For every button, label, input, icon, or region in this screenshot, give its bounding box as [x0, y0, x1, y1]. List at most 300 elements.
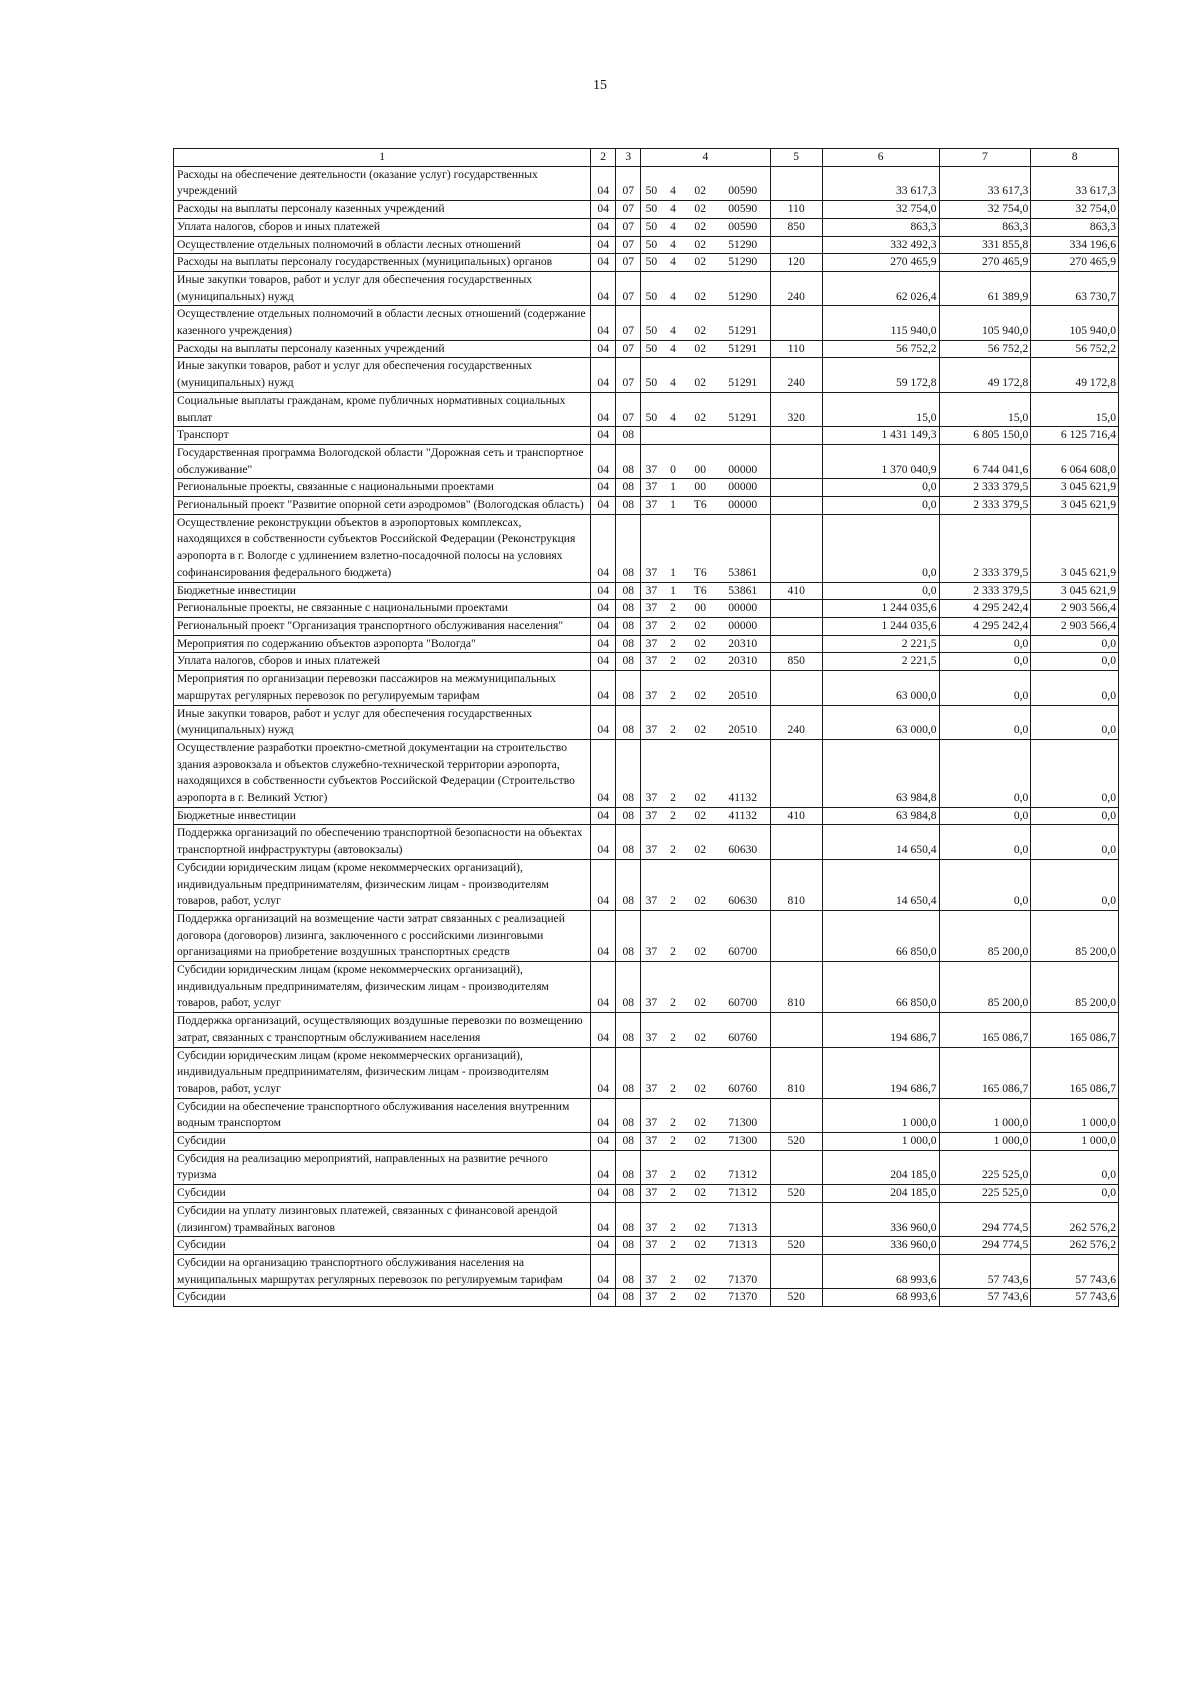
row-amount-col7: 6 805 150,0	[939, 427, 1031, 445]
row-amount-col8: 63 730,7	[1031, 271, 1119, 305]
row-amount-col6: 0,0	[822, 582, 939, 600]
row-program-code: 37	[641, 1237, 662, 1255]
row-program-code: 37	[641, 1013, 662, 1047]
row-direction-code: 00000	[716, 444, 770, 478]
row-expense-type-code: 410	[770, 582, 822, 600]
row-subsection-code: 08	[616, 671, 641, 705]
row-amount-col6: 1 431 149,3	[822, 427, 939, 445]
table-row	[174, 271, 1119, 305]
row-project-code: 00	[685, 479, 716, 497]
table-row	[174, 807, 1119, 825]
table-row	[174, 340, 1119, 358]
row-expense-type-code: 320	[770, 392, 822, 426]
table-row	[174, 1150, 1119, 1184]
row-section-code: 04	[591, 1202, 616, 1236]
row-amount-col7: 4 295 242,4	[939, 617, 1031, 635]
row-program-code: 37	[641, 1150, 662, 1184]
row-amount-col6: 270 465,9	[822, 254, 939, 272]
table-row	[174, 1013, 1119, 1047]
row-section-code: 04	[591, 807, 616, 825]
row-program-code: 37	[641, 1185, 662, 1203]
row-subprogram-code: 2	[662, 807, 685, 825]
row-project-code: 02	[685, 962, 716, 1013]
row-direction-code: 71370	[716, 1289, 770, 1307]
row-expense-type-code	[770, 514, 822, 582]
row-amount-col7: 57 743,6	[939, 1289, 1031, 1307]
row-amount-col8: 0,0	[1031, 1150, 1119, 1184]
row-program-code: 37	[641, 705, 662, 739]
row-amount-col7: 0,0	[939, 705, 1031, 739]
row-direction-code: 51291	[716, 340, 770, 358]
row-direction-code: 00590	[716, 166, 770, 200]
table-row	[174, 825, 1119, 859]
row-name: Расходы на выплаты персоналу казенных учреждений	[174, 201, 591, 219]
row-project-code: 02	[685, 392, 716, 426]
row-expense-type-code	[770, 1098, 822, 1132]
row-name: Субсидии на уплату лизинговых платежей, связанных с финансовой арендой (лизингом) трамвайных вагонов	[174, 1202, 591, 1236]
row-project-code: Т6	[685, 582, 716, 600]
row-amount-col8: 57 743,6	[1031, 1255, 1119, 1289]
table-row	[174, 582, 1119, 600]
row-expense-type-code: 110	[770, 201, 822, 219]
row-direction-code: 60700	[716, 962, 770, 1013]
row-direction-code: 20310	[716, 653, 770, 671]
row-subprogram-code: 2	[662, 600, 685, 618]
table-row	[174, 254, 1119, 272]
row-section-code: 04	[591, 201, 616, 219]
row-amount-col7: 0,0	[939, 653, 1031, 671]
row-subsection-code: 07	[616, 358, 641, 392]
header-col-8: 8	[1031, 149, 1119, 167]
row-expense-type-code	[770, 1013, 822, 1047]
row-program-code: 37	[641, 962, 662, 1013]
row-expense-type-code	[770, 635, 822, 653]
row-expense-type-code	[770, 1150, 822, 1184]
row-expense-type-code: 240	[770, 358, 822, 392]
row-amount-col6: 115 940,0	[822, 306, 939, 340]
row-expense-type-code: 520	[770, 1289, 822, 1307]
row-amount-col8: 1 000,0	[1031, 1133, 1119, 1151]
row-amount-col8: 3 045 621,9	[1031, 514, 1119, 582]
row-subsection-code: 08	[616, 825, 641, 859]
table-row	[174, 514, 1119, 582]
row-subsection-code: 08	[616, 739, 641, 807]
row-direction-code: 71313	[716, 1237, 770, 1255]
row-subsection-code: 08	[616, 1013, 641, 1047]
row-subsection-code: 08	[616, 497, 641, 515]
row-program-code: 37	[641, 910, 662, 961]
row-section-code: 04	[591, 600, 616, 618]
row-subsection-code: 08	[616, 635, 641, 653]
row-subsection-code: 08	[616, 1185, 641, 1203]
row-amount-col7: 105 940,0	[939, 306, 1031, 340]
row-program-code: 50	[641, 218, 662, 236]
row-section-code: 04	[591, 859, 616, 910]
row-amount-col7: 0,0	[939, 739, 1031, 807]
row-subsection-code: 07	[616, 218, 641, 236]
table-row	[174, 705, 1119, 739]
header-col-5: 5	[770, 149, 822, 167]
row-section-code: 04	[591, 1133, 616, 1151]
row-section-code: 04	[591, 617, 616, 635]
row-section-code: 04	[591, 236, 616, 254]
table-row	[174, 1047, 1119, 1098]
row-project-code: 02	[685, 166, 716, 200]
row-project-code: 02	[685, 825, 716, 859]
row-amount-col6: 68 993,6	[822, 1289, 939, 1307]
row-project-code: 02	[685, 705, 716, 739]
row-expense-type-code	[770, 427, 822, 445]
row-amount-col7: 2 333 379,5	[939, 479, 1031, 497]
row-amount-col8: 2 903 566,4	[1031, 600, 1119, 618]
row-direction-code: 60700	[716, 910, 770, 961]
row-name: Субсидии юридическим лицам (кроме некоммерческих организаций), индивидуальным предпринимателям, физическим лицам - производителям товаров, работ, услуг	[174, 859, 591, 910]
row-amount-col7: 6 744 041,6	[939, 444, 1031, 478]
row-section-code: 04	[591, 1289, 616, 1307]
row-expense-type-code: 850	[770, 218, 822, 236]
row-project-code: 02	[685, 340, 716, 358]
row-amount-col7: 225 525,0	[939, 1150, 1031, 1184]
row-program-code: 37	[641, 859, 662, 910]
row-direction-code: 51290	[716, 236, 770, 254]
row-amount-col7: 0,0	[939, 671, 1031, 705]
row-amount-col8: 3 045 621,9	[1031, 497, 1119, 515]
row-project-code	[685, 427, 716, 445]
row-program-code: 37	[641, 1202, 662, 1236]
row-direction-code: 00590	[716, 218, 770, 236]
row-project-code: 02	[685, 306, 716, 340]
row-program-code: 37	[641, 671, 662, 705]
row-subprogram-code: 4	[662, 358, 685, 392]
row-amount-col6: 0,0	[822, 514, 939, 582]
row-subprogram-code: 1	[662, 582, 685, 600]
row-amount-col7: 294 774,5	[939, 1237, 1031, 1255]
row-subprogram-code: 2	[662, 1098, 685, 1132]
table-row	[174, 479, 1119, 497]
row-expense-type-code	[770, 236, 822, 254]
row-direction-code: 00000	[716, 600, 770, 618]
row-program-code: 37	[641, 1255, 662, 1289]
row-project-code: 02	[685, 859, 716, 910]
table-row	[174, 306, 1119, 340]
table-row	[174, 1255, 1119, 1289]
row-direction-code	[716, 427, 770, 445]
row-project-code: 02	[685, 739, 716, 807]
row-section-code: 04	[591, 910, 616, 961]
row-direction-code: 00000	[716, 479, 770, 497]
row-expense-type-code	[770, 1255, 822, 1289]
row-direction-code: 00000	[716, 617, 770, 635]
row-amount-col7: 4 295 242,4	[939, 600, 1031, 618]
row-direction-code: 71300	[716, 1098, 770, 1132]
row-expense-type-code: 410	[770, 807, 822, 825]
row-subsection-code: 08	[616, 705, 641, 739]
row-name: Региональный проект "Развитие опорной сети аэродромов" (Вологодская область)	[174, 497, 591, 515]
row-direction-code: 41132	[716, 807, 770, 825]
row-name: Государственная программа Вологодской области "Дорожная сеть и транспортное обслуживание"	[174, 444, 591, 478]
row-project-code: 02	[685, 1013, 716, 1047]
table-row	[174, 392, 1119, 426]
row-program-code: 37	[641, 617, 662, 635]
row-subsection-code: 08	[616, 1202, 641, 1236]
row-amount-col7: 1 000,0	[939, 1133, 1031, 1151]
row-subprogram-code: 2	[662, 1289, 685, 1307]
row-project-code: 02	[685, 910, 716, 961]
row-amount-col6: 194 686,7	[822, 1047, 939, 1098]
row-program-code: 37	[641, 514, 662, 582]
row-expense-type-code	[770, 825, 822, 859]
row-amount-col6: 863,3	[822, 218, 939, 236]
row-amount-col8: 57 743,6	[1031, 1289, 1119, 1307]
row-direction-code: 71313	[716, 1202, 770, 1236]
row-amount-col7: 0,0	[939, 807, 1031, 825]
row-amount-col6: 63 000,0	[822, 671, 939, 705]
row-section-code: 04	[591, 514, 616, 582]
row-amount-col7: 85 200,0	[939, 962, 1031, 1013]
row-subsection-code: 08	[616, 444, 641, 478]
row-name: Расходы на обеспечение деятельности (оказание услуг) государственных учреждений	[174, 166, 591, 200]
row-section-code: 04	[591, 705, 616, 739]
table-row	[174, 739, 1119, 807]
row-program-code: 37	[641, 1133, 662, 1151]
row-project-code: 00	[685, 444, 716, 478]
row-subprogram-code: 2	[662, 859, 685, 910]
row-amount-col6: 14 650,4	[822, 825, 939, 859]
row-program-code: 37	[641, 825, 662, 859]
row-amount-col7: 2 333 379,5	[939, 514, 1031, 582]
row-subprogram-code: 2	[662, 705, 685, 739]
row-expense-type-code	[770, 617, 822, 635]
row-amount-col7: 49 172,8	[939, 358, 1031, 392]
row-subsection-code: 07	[616, 271, 641, 305]
row-subprogram-code: 4	[662, 166, 685, 200]
row-subsection-code: 08	[616, 1133, 641, 1151]
row-amount-col7: 33 617,3	[939, 166, 1031, 200]
header-col-3: 3	[616, 149, 641, 167]
row-direction-code: 60630	[716, 859, 770, 910]
row-amount-col7: 56 752,2	[939, 340, 1031, 358]
row-program-code: 37	[641, 635, 662, 653]
row-direction-code: 51291	[716, 358, 770, 392]
row-subprogram-code: 4	[662, 271, 685, 305]
row-amount-col8: 165 086,7	[1031, 1047, 1119, 1098]
row-project-code: 02	[685, 1098, 716, 1132]
row-amount-col6: 59 172,8	[822, 358, 939, 392]
row-amount-col7: 32 754,0	[939, 201, 1031, 219]
row-section-code: 04	[591, 444, 616, 478]
row-direction-code: 60760	[716, 1047, 770, 1098]
row-project-code: 02	[685, 1185, 716, 1203]
header-col-4: 4	[641, 149, 770, 167]
row-expense-type-code	[770, 166, 822, 200]
row-name: Расходы на выплаты персоналу государственных (муниципальных) органов	[174, 254, 591, 272]
row-subprogram-code: 4	[662, 306, 685, 340]
row-subsection-code: 08	[616, 427, 641, 445]
page-number: 15	[593, 78, 607, 93]
row-name: Социальные выплаты гражданам, кроме публичных нормативных социальных выплат	[174, 392, 591, 426]
row-amount-col8: 0,0	[1031, 705, 1119, 739]
row-project-code: Т6	[685, 514, 716, 582]
row-subprogram-code: 2	[662, 1150, 685, 1184]
row-amount-col6: 204 185,0	[822, 1185, 939, 1203]
row-expense-type-code: 520	[770, 1185, 822, 1203]
row-amount-col7: 225 525,0	[939, 1185, 1031, 1203]
row-amount-col6: 14 650,4	[822, 859, 939, 910]
table-row	[174, 358, 1119, 392]
row-direction-code: 51291	[716, 392, 770, 426]
row-amount-col6: 1 244 035,6	[822, 600, 939, 618]
row-amount-col7: 85 200,0	[939, 910, 1031, 961]
row-section-code: 04	[591, 962, 616, 1013]
row-project-code: 02	[685, 807, 716, 825]
row-amount-col6: 1 000,0	[822, 1133, 939, 1151]
row-program-code: 50	[641, 166, 662, 200]
row-amount-col8: 85 200,0	[1031, 910, 1119, 961]
row-subprogram-code: 1	[662, 514, 685, 582]
row-amount-col8: 270 465,9	[1031, 254, 1119, 272]
row-amount-col8: 0,0	[1031, 739, 1119, 807]
row-section-code: 04	[591, 218, 616, 236]
row-subsection-code: 08	[616, 807, 641, 825]
row-amount-col8: 0,0	[1031, 635, 1119, 653]
row-amount-col8: 334 196,6	[1031, 236, 1119, 254]
row-section-code: 04	[591, 306, 616, 340]
table-row	[174, 497, 1119, 515]
row-program-code: 50	[641, 236, 662, 254]
row-subprogram-code: 2	[662, 653, 685, 671]
budget-table	[173, 148, 1119, 1307]
row-name: Уплата налогов, сборов и иных платежей	[174, 653, 591, 671]
row-program-code: 37	[641, 653, 662, 671]
row-subsection-code: 08	[616, 1289, 641, 1307]
row-expense-type-code: 810	[770, 859, 822, 910]
row-program-code: 37	[641, 1047, 662, 1098]
row-amount-col6: 1 370 040,9	[822, 444, 939, 478]
row-subprogram-code: 4	[662, 254, 685, 272]
row-name: Иные закупки товаров, работ и услуг для обеспечения государственных (муниципальных) нужд	[174, 358, 591, 392]
row-subsection-code: 08	[616, 1237, 641, 1255]
row-name: Осуществление реконструкции объектов в аэропортовых комплексах, находящихся в собственности субъектов Российской Федерации (Реконструкция аэропорта в г. Вологде с удлинением взлетно-посадочной полосы на условиях софинансирования федерального бюджета)	[174, 514, 591, 582]
row-name: Транспорт	[174, 427, 591, 445]
row-subprogram-code: 2	[662, 825, 685, 859]
table-row	[174, 910, 1119, 961]
row-expense-type-code	[770, 1202, 822, 1236]
row-program-code: 50	[641, 358, 662, 392]
row-direction-code: 51291	[716, 306, 770, 340]
row-subsection-code: 08	[616, 910, 641, 961]
row-section-code: 04	[591, 254, 616, 272]
row-program-code: 50	[641, 340, 662, 358]
row-name: Субсидии на организацию транспортного обслуживания населения на муниципальных маршрутах регулярных перевозок по регулируемым тарифам	[174, 1255, 591, 1289]
row-amount-col6: 63 000,0	[822, 705, 939, 739]
row-program-code: 37	[641, 582, 662, 600]
row-amount-col6: 2 221,5	[822, 653, 939, 671]
row-subprogram-code: 2	[662, 1013, 685, 1047]
row-name: Субсидии	[174, 1237, 591, 1255]
row-name: Иные закупки товаров, работ и услуг для обеспечения государственных (муниципальных) нужд	[174, 705, 591, 739]
row-name: Региональные проекты, связанные с национальными проектами	[174, 479, 591, 497]
row-amount-col6: 15,0	[822, 392, 939, 426]
row-subsection-code: 08	[616, 582, 641, 600]
row-direction-code: 60630	[716, 825, 770, 859]
row-direction-code: 71312	[716, 1185, 770, 1203]
row-amount-col6: 32 754,0	[822, 201, 939, 219]
row-subsection-code: 08	[616, 1047, 641, 1098]
row-section-code: 04	[591, 1185, 616, 1203]
row-expense-type-code: 850	[770, 653, 822, 671]
row-name: Субсидии юридическим лицам (кроме некоммерческих организаций), индивидуальным предпринимателям, физическим лицам - производителям товаров, работ, услуг	[174, 1047, 591, 1098]
row-section-code: 04	[591, 358, 616, 392]
row-amount-col7: 15,0	[939, 392, 1031, 426]
row-expense-type-code: 110	[770, 340, 822, 358]
row-section-code: 04	[591, 1098, 616, 1132]
row-expense-type-code: 810	[770, 962, 822, 1013]
row-amount-col8: 0,0	[1031, 825, 1119, 859]
row-amount-col7: 57 743,6	[939, 1255, 1031, 1289]
table-row	[174, 1185, 1119, 1203]
row-direction-code: 53861	[716, 582, 770, 600]
row-project-code: 02	[685, 617, 716, 635]
row-name: Региональные проекты, не связанные с национальными проектами	[174, 600, 591, 618]
row-amount-col8: 15,0	[1031, 392, 1119, 426]
row-amount-col8: 1 000,0	[1031, 1098, 1119, 1132]
row-amount-col6: 62 026,4	[822, 271, 939, 305]
row-program-code: 50	[641, 254, 662, 272]
row-amount-col6: 336 960,0	[822, 1202, 939, 1236]
row-project-code: 02	[685, 1133, 716, 1151]
row-direction-code: 20510	[716, 671, 770, 705]
row-subsection-code: 07	[616, 201, 641, 219]
table-row	[174, 166, 1119, 200]
row-section-code: 04	[591, 1255, 616, 1289]
row-expense-type-code	[770, 479, 822, 497]
row-amount-col8: 0,0	[1031, 653, 1119, 671]
row-amount-col8: 3 045 621,9	[1031, 479, 1119, 497]
table-row	[174, 236, 1119, 254]
row-direction-code: 51290	[716, 254, 770, 272]
row-amount-col6: 336 960,0	[822, 1237, 939, 1255]
row-expense-type-code	[770, 910, 822, 961]
table-row	[174, 1289, 1119, 1307]
row-expense-type-code	[770, 444, 822, 478]
row-expense-type-code: 520	[770, 1237, 822, 1255]
row-name: Мероприятия по организации перевозки пассажиров на межмуниципальных маршрутах регулярных перевозок по регулируемым тарифам	[174, 671, 591, 705]
row-direction-code: 71300	[716, 1133, 770, 1151]
row-section-code: 04	[591, 671, 616, 705]
row-subprogram-code: 0	[662, 444, 685, 478]
row-amount-col8: 49 172,8	[1031, 358, 1119, 392]
table-row	[174, 218, 1119, 236]
row-amount-col6: 66 850,0	[822, 910, 939, 961]
row-project-code: 02	[685, 218, 716, 236]
row-expense-type-code: 520	[770, 1133, 822, 1151]
row-amount-col8: 0,0	[1031, 1185, 1119, 1203]
row-project-code: 02	[685, 1255, 716, 1289]
row-amount-col8: 0,0	[1031, 807, 1119, 825]
row-amount-col7: 61 389,9	[939, 271, 1031, 305]
row-amount-col7: 2 333 379,5	[939, 582, 1031, 600]
row-amount-col6: 0,0	[822, 479, 939, 497]
row-subsection-code: 07	[616, 166, 641, 200]
row-amount-col8: 56 752,2	[1031, 340, 1119, 358]
table-row	[174, 962, 1119, 1013]
row-amount-col6: 1 000,0	[822, 1098, 939, 1132]
row-project-code: 02	[685, 1289, 716, 1307]
row-subsection-code: 08	[616, 479, 641, 497]
row-section-code: 04	[591, 653, 616, 671]
row-section-code: 04	[591, 739, 616, 807]
row-amount-col6: 63 984,8	[822, 807, 939, 825]
